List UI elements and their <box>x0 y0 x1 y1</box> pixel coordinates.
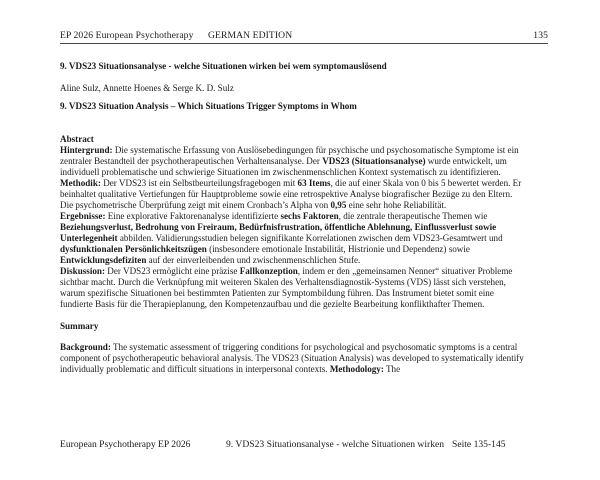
diskussion-label: Diskussion: <box>60 266 105 276</box>
abstract-ergebnisse <box>60 211 524 266</box>
ergebnisse-text-4: (insbesondere emotionale Instabilität, Histrionie und Dependenz) sowie <box>206 244 470 254</box>
summary-background <box>60 342 524 375</box>
methodik-text-1: Der VDS23 ist ein Selbstbeurteilungsfragebogen mit <box>100 178 298 188</box>
methodik-bold-1: 63 Items <box>297 178 331 188</box>
diskussion-text-2: , indem er den „gemeinsamen Nenner“ situativer Probleme sichtbar macht. Durch die Verknüpfung mit weiteren Skalen des Verhaltensdiagnostik-Systems (VDS) lässt sich verstehen, warum spezifische Situationen bei bestimmten Patienten zur Symptombildung führen. Das Instrument bietet somit eine fundierte Basis für die Therapieplanung, den Kompetenzaufbau und die gezielte Bearbeitung konflikthafter Themen. <box>60 266 513 309</box>
abstract-hintergrund <box>60 145 524 178</box>
ergebnisse-text-5: auf der einverleibenden und zwischenmenschlichen Stufe. <box>146 255 361 265</box>
article-title-german: 9. VDS23 Situationsanalyse - welche Situationen wirken bei wem symptomauslösend <box>60 61 387 71</box>
header-page-number: 135 <box>533 30 548 41</box>
hintergrund-text-1: Die systematische Erfassung von Auslösebedingungen für psychische und psychosomatische Symptome ist ein zentraler Bestandteil der psychotherapeutischen Verhaltensanalyse. Der <box>60 145 519 166</box>
ergebnisse-bold-4: Entwicklungsdefiziten <box>60 255 147 265</box>
background-text: The systematic assessment of triggering conditions for psychological and psychosomatic symptoms is a central component of psychotherapeutic behavioral analysis. The VDS23 (Situation Analysis) was developed to systematically identify individually problematic and difficult situations in interpersonal contexts. <box>60 342 524 374</box>
methodology-label: Methodology: <box>329 364 384 374</box>
article-title-english: 9. VDS23 Situation Analysis – Which Situations Trigger Symptoms in Whom <box>60 101 357 111</box>
methodik-text-2: , die auf einer Skala von 0 bis 5 bewertet werden. Er beinhaltet qualitative Vertiefungen für Hauptprobleme sowie eine retrospektive Analyse biografischer Bezüge zu den Eltern. Die psychometrische Überprüfung zeigt mit einem Cronbach’s Alpha von <box>60 178 522 210</box>
ergebnisse-label: Ergebnisse: <box>60 211 106 221</box>
hintergrund-text-2: wurde entwickelt, um individuell problematische und schwierige Situationen im zwischenmenschlichen Kontext systematisch zu identifizieren. <box>60 156 507 177</box>
hintergrund-bold: VDS23 (Situationsanalyse) <box>322 156 426 166</box>
methodology-text: The <box>383 364 401 374</box>
hintergrund-label: Hintergrund: <box>60 145 113 155</box>
footer-journal: European Psychotherapy EP 2026 <box>60 439 191 450</box>
ergebnisse-text-2: , die zentrale therapeutische Themen wie <box>338 211 488 221</box>
header-left <box>60 30 292 41</box>
abstract-heading: Abstract <box>60 134 94 144</box>
methodik-text-3: eine sehr hohe Reliabilität. <box>346 200 447 210</box>
background-label: Background: <box>60 342 111 352</box>
header-edition: GERMAN EDITION <box>207 30 293 41</box>
diskussion-text-1: Der VDS23 ermöglicht eine präzise <box>105 266 240 276</box>
ergebnisse-bold-2: Beziehungsverlust, Bedrohung von Freiraum, Bedürfnisfrustration, öffentliche Ablehnung, Einflussverlust sowie Unterlegenheit <box>60 222 497 243</box>
diskussion-bold: Fallkonzeption <box>239 266 298 276</box>
methodik-label: Methodik: <box>60 178 101 188</box>
article-body <box>60 61 524 375</box>
ergebnisse-bold-3: dysfunktionalen Persönlichkeitszügen <box>60 244 207 254</box>
footer-running-title: 9. VDS23 Situationsanalyse - welche Situationen wirken <box>226 439 445 450</box>
header-journal: EP 2026 European Psychotherapy <box>60 30 194 41</box>
article-authors: Aline Sulz, Annette Hoenes & Serge K. D. Sulz <box>60 83 234 93</box>
ergebnisse-text-1: Eine explorative Faktorenanalyse identifizierte <box>105 211 281 221</box>
summary-heading: Summary <box>60 321 99 331</box>
abstract-diskussion <box>60 266 524 310</box>
page-footer <box>60 439 540 450</box>
abstract-methodik <box>60 178 524 211</box>
ergebnisse-bold-1: sechs Faktoren <box>280 211 339 221</box>
ergebnisse-text-3: abbilden. Validierungsstudien belegen signifikante Korrelationen zwischen dem VDS23-Gesamtwert und <box>117 233 503 243</box>
footer-pages: Seite 135-145 <box>452 439 506 450</box>
methodik-bold-2: 0,95 <box>330 200 347 210</box>
page-header <box>60 30 548 44</box>
